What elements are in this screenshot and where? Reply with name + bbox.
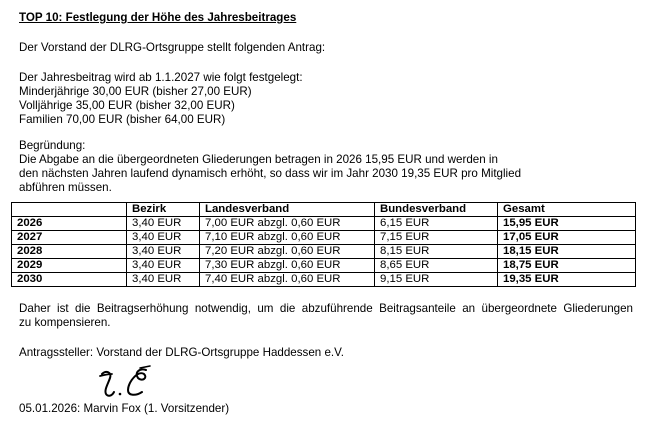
conclusion-line: zu kompensieren. (19, 316, 111, 329)
header-cell-year (12, 203, 127, 217)
date-and-signatory: 05.01.2026: Marvin Fox (1. Vorsitzender) (19, 402, 230, 415)
year-cell: 2026 (12, 217, 127, 231)
federal-association-cell: 6,15 EUR (375, 217, 498, 231)
state-association-cell: 7,10 EUR abzgl. 0,60 EUR (200, 231, 375, 245)
header-cell-federal-association: Bundesverband (375, 203, 498, 217)
federal-association-cell: 9,15 EUR (375, 273, 498, 287)
federal-association-cell: 8,65 EUR (375, 259, 498, 273)
federal-association-cell: 8,15 EUR (375, 245, 498, 259)
motion-lead: Der Jahresbeitrag wird ab 1.1.2027 wie folgt festgelegt: (19, 71, 303, 84)
table-row (12, 217, 636, 231)
table-row (12, 231, 636, 245)
header-cell-total: Gesamt (498, 203, 636, 217)
table-row (12, 273, 636, 287)
reasoning-line: abführen müssen. (19, 181, 112, 194)
fee-families: Familien 70,00 EUR (bisher 64,00 EUR) (19, 113, 226, 126)
state-association-cell: 7,20 EUR abzgl. 0,60 EUR (200, 245, 375, 259)
total-cell: 17,05 EUR (498, 231, 636, 245)
fee-adults: Volljährige 35,00 EUR (bisher 32,00 EUR) (19, 99, 235, 112)
fee-distribution-table (11, 202, 636, 287)
total-cell: 18,75 EUR (498, 259, 636, 273)
year-cell: 2029 (12, 259, 127, 273)
district-cell: 3,40 EUR (127, 245, 200, 259)
total-cell: 15,95 EUR (498, 217, 636, 231)
year-cell: 2030 (12, 273, 127, 287)
state-association-cell: 7,00 EUR abzgl. 0,60 EUR (200, 217, 375, 231)
district-cell: 3,40 EUR (127, 273, 200, 287)
state-association-cell: 7,30 EUR abzgl. 0,60 EUR (200, 259, 375, 273)
reasoning-line: den nächsten Jahren laufend dynamisch erhöht, so dass wir im Jahr 2030 19,35 EUR pro Mitglied (19, 167, 522, 180)
fee-minors: Minderjährige 30,00 EUR (bisher 27,00 EUR) (19, 85, 252, 98)
table-header-row (12, 203, 636, 217)
reasoning-label: Begründung: (19, 139, 86, 152)
year-cell: 2028 (12, 245, 127, 259)
table-row (12, 245, 636, 259)
applicant-text: Antragssteller: Vorstand der DLRG-Ortsgruppe Haddessen e.V. (19, 346, 345, 359)
reasoning-line: Die Abgabe an die übergeordneten Gliederungen betragen in 2026 15,95 EUR und werden in (19, 153, 498, 166)
district-cell: 3,40 EUR (127, 217, 200, 231)
federal-association-cell: 7,15 EUR (375, 231, 498, 245)
state-association-cell: 7,40 EUR abzgl. 0,60 EUR (200, 273, 375, 287)
agenda-item-heading: TOP 10: Festlegung der Höhe des Jahresbeitrages (19, 11, 297, 24)
table-row (12, 259, 636, 273)
district-cell: 3,40 EUR (127, 259, 200, 273)
conclusion-line: Daher ist die Beitragserhöhung notwendig, um die abzuführende Beitragsanteile an übergeordnete Gliederungen (19, 302, 633, 315)
total-cell: 19,35 EUR (498, 273, 636, 287)
header-cell-state-association: Landesverband (200, 203, 375, 217)
total-cell: 18,15 EUR (498, 245, 636, 259)
header-cell-district: Bezirk (127, 203, 200, 217)
year-cell: 2027 (12, 231, 127, 245)
intro-text: Der Vorstand der DLRG-Ortsgruppe stellt folgenden Antrag: (19, 41, 326, 54)
district-cell: 3,40 EUR (127, 231, 200, 245)
handwritten-signature (96, 364, 160, 400)
